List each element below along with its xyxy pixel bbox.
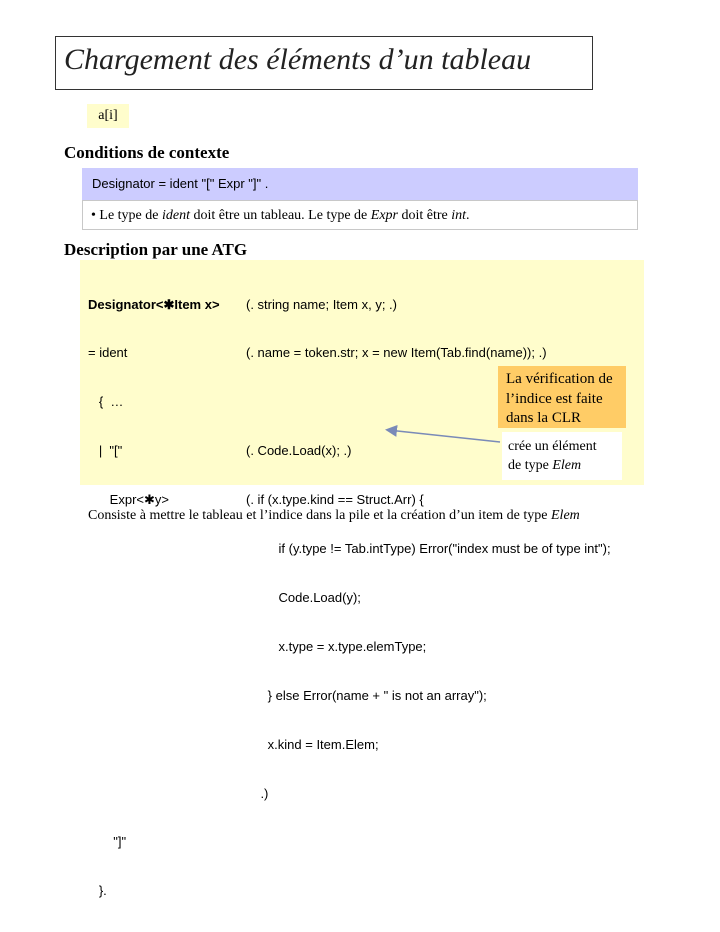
rule-text-4: . (466, 208, 470, 223)
atg-left-line: "]" (88, 834, 127, 850)
context-rule-box (82, 200, 638, 230)
elem-note-prefix: de type (508, 458, 553, 473)
clr-note-line: dans la CLR (506, 410, 581, 426)
atg-left-line: Expr<✱y> (88, 492, 169, 508)
atg-right-line: } else Error(name + " is not an array"); (246, 687, 487, 703)
atg-left-line: Designator<✱Item x> (88, 296, 220, 312)
atg-right-line: x.type = x.type.elemType; (246, 638, 427, 654)
atg-left-line (88, 541, 220, 557)
atg-left-line: }. (88, 883, 107, 899)
atg-left-line (88, 639, 220, 655)
atg-right-line: (. string name; Item x, y; .) (246, 296, 397, 312)
expression-example: a[i] (87, 104, 129, 128)
atg-left-line: | "[" (88, 443, 123, 459)
atg-left-line: = ident (88, 345, 128, 361)
atg-left-line: { … (88, 394, 124, 410)
atg-right-line: .) (246, 785, 269, 801)
atg-right-line: (. name = token.str; x = new Item(Tab.find(name)); .) (246, 345, 547, 361)
rule-text-1: Le type de (99, 208, 162, 223)
syntax-rule-box (82, 168, 638, 200)
context-rule (91, 208, 470, 224)
footer-main: Consiste à mettre le tableau et l’indice dans la pile et la création d’un item de type (88, 508, 551, 523)
atg-right-line: Code.Load(y); (246, 589, 361, 605)
elem-note-line1: crée un élément (508, 439, 597, 454)
rule-text-3: doit être (397, 208, 452, 223)
page-title: Chargement des éléments d’un tableau (64, 43, 532, 76)
clr-note-line: La vérification de (506, 371, 613, 387)
rule-text-2: doit être un tableau. Le type de (190, 208, 371, 223)
title-box (55, 36, 593, 90)
rule-ident: ident (162, 208, 190, 223)
conditions-heading: Conditions de contexte (64, 143, 230, 162)
rule-int: int (451, 208, 467, 223)
atg-right-line: (. Code.Load(x); .) (246, 443, 352, 459)
bullet: • (91, 208, 96, 223)
atg-left-line (88, 737, 220, 753)
atg-left-line (88, 786, 220, 802)
arrow-icon (80, 260, 644, 485)
description-heading: Description par une ATG (64, 240, 248, 259)
atg-left-line (88, 688, 220, 704)
clr-note-line: l’indice est faite (506, 390, 603, 407)
atg-left-line (88, 590, 220, 606)
rule-expr: Expr (370, 208, 398, 223)
footer-text (88, 508, 580, 524)
elem-note-italic: Elem (552, 458, 582, 473)
footer-italic: Elem (551, 508, 580, 523)
atg-right-line: if (y.type != Tab.intType) Error("index must be of type int"); (246, 541, 611, 557)
atg-right-line: (. if (x.type.kind == Struct.Arr) { (246, 492, 424, 508)
atg-right-line: x.kind = Item.Elem; (246, 736, 379, 752)
syntax-rule: Designator = ident "[" Expr "]" . (92, 176, 269, 191)
